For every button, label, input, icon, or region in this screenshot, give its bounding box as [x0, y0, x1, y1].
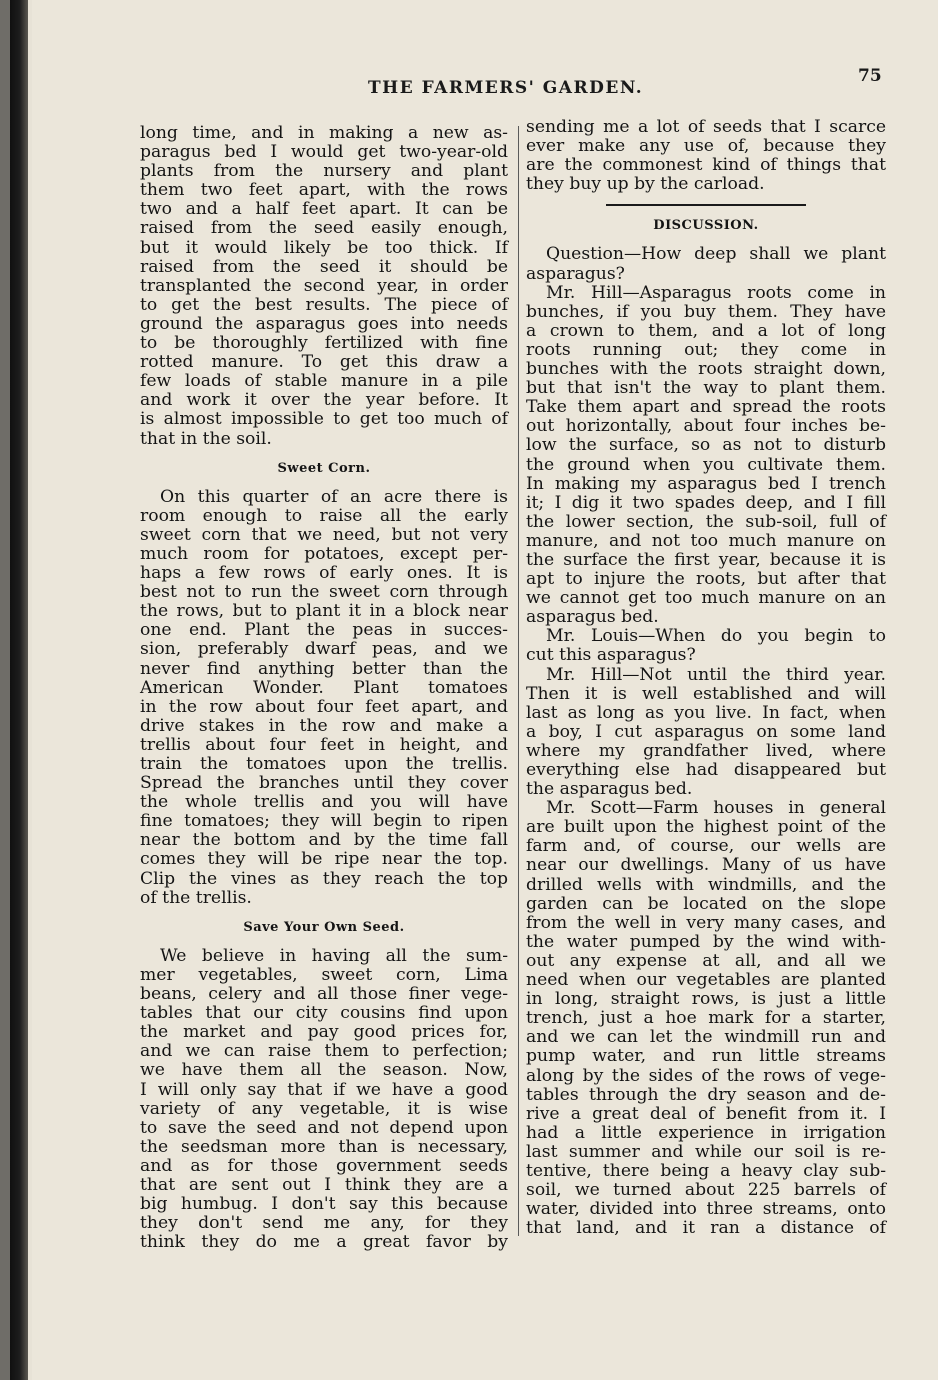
text-line: the market and pay good prices for,	[140, 1022, 508, 1043]
text-line: in the row about four feet apart, and	[140, 696, 508, 717]
running-header-title: THE FARMERS' GARDEN.	[368, 78, 644, 98]
text-line: a boy, I cut asparagus on some land	[526, 721, 886, 742]
text-line: water, divided into three streams, onto	[526, 1199, 886, 1220]
text-line: the seedsman more than is necessary,	[140, 1136, 508, 1157]
intro-paragraph	[140, 124, 508, 449]
text-line: Mr. Louis—When do you begin to	[546, 626, 886, 647]
text-line: and as for those government seeds	[140, 1155, 508, 1176]
text-line: Mr. Hill—Asparagus roots come in	[546, 282, 886, 303]
text-line: sending me a lot of seeds that I scarce	[526, 117, 886, 137]
text-line: the water pumped by the wind with-	[526, 931, 886, 952]
text-line: but that isn't the way to plant them.	[526, 378, 886, 399]
section-heading-save-seed: Save Your Own Seed.	[243, 919, 405, 935]
text-line: much room for potatoes, except per-	[140, 543, 508, 564]
text-line: garden can be located on the slope	[526, 893, 886, 914]
text-line: soil, we turned about 225 barrels of	[526, 1180, 886, 1201]
scott-comment-paragraph	[526, 799, 886, 1238]
text-line: farm and, of course, our wells are	[526, 836, 886, 857]
text-line: asparagus?	[526, 263, 625, 284]
text-line: everything else had disappeared but	[526, 760, 886, 780]
save-seed-paragraph	[140, 947, 508, 1253]
text-line: In making my asparagus bed I trench	[526, 473, 886, 494]
text-line: it; I dig it two spades deep, and I fill	[526, 492, 886, 513]
text-line: rotted manure. To get this draw a	[140, 352, 508, 373]
text-line: trellis about four feet in height, and	[140, 734, 508, 755]
text-line: that land, and it ran a distance of	[526, 1218, 886, 1239]
text-line: comes they will be ripe near the top.	[140, 849, 508, 870]
text-line: trench, just a hoe mark for a starter,	[526, 1008, 886, 1029]
text-line: tentive, there being a heavy clay sub-	[526, 1160, 886, 1181]
text-line: paragus bed I would get two-year-old	[140, 142, 508, 163]
text-line: we have them all the season. Now,	[140, 1060, 508, 1081]
text-line: that in the soil.	[140, 428, 272, 449]
question-paragraph	[526, 245, 886, 283]
text-line: but it would likely be too thick. If	[140, 237, 508, 258]
text-line: bunches with the roots straight down,	[526, 359, 886, 380]
right-column	[526, 118, 886, 1238]
text-line: out any expense at all, and all we	[526, 950, 886, 971]
text-line: long time, and in making a new as-	[140, 123, 508, 143]
text-line: American Wonder. Plant tomatoes	[140, 677, 508, 698]
text-line: one end. Plant the peas in succes-	[140, 620, 508, 641]
text-line: where my grandfather lived, where	[526, 740, 886, 761]
text-line: Mr. Hill—Not until the third year.	[546, 664, 886, 685]
text-line: room enough to raise all the early	[140, 505, 508, 526]
text-line: variety of any vegetable, it is wise	[140, 1098, 508, 1119]
text-line: cut this asparagus?	[526, 645, 696, 666]
text-line: need when our vegetables are planted	[526, 970, 886, 991]
text-line: few loads of stable manure in a pile	[140, 371, 508, 392]
text-line: bunches, if you buy them. They have	[526, 301, 886, 322]
text-line: they buy up by the carload.	[526, 174, 765, 195]
text-line: to get the best results. The piece of	[140, 294, 508, 315]
text-line: the asparagus bed.	[526, 779, 693, 800]
text-line: train the tomatoes upon the trellis.	[140, 754, 508, 774]
text-line: near our dwellings. Many of us have	[526, 855, 886, 876]
text-line: best not to run the sweet corn through	[140, 582, 508, 603]
text-line: the whole trellis and you will have	[140, 792, 508, 813]
text-line: big humbug. I don't say this because	[140, 1194, 508, 1215]
text-line: fine tomatoes; they will begin to ripen	[140, 811, 508, 832]
text-line: sweet corn that we need, but not very	[140, 524, 508, 545]
text-line: to be thoroughly fertilized with fine	[140, 333, 508, 354]
text-line: last summer and while our soil is re-	[526, 1141, 886, 1162]
text-line: Take them apart and spread the roots	[526, 397, 886, 418]
text-line: never find anything better than the	[140, 658, 508, 679]
text-line: them two feet apart, with the rows	[140, 180, 508, 201]
text-line: the lower section, the sub-soil, full of	[526, 511, 886, 532]
text-line: a crown to them, and a lot of long	[526, 320, 886, 341]
text-line: in long, straight rows, is just a little	[526, 989, 886, 1010]
text-line: they don't send me any, for they	[140, 1213, 508, 1234]
text-line: manure, and not too much manure on	[526, 530, 886, 551]
book-spine-shadow	[10, 0, 28, 1380]
text-line: that are sent out I think they are a	[140, 1174, 508, 1195]
text-line: drilled wells with windmills, and the	[526, 874, 886, 895]
text-line: ground the asparagus goes into needs	[140, 313, 508, 334]
text-line: tables that our city cousins find upon	[140, 1003, 508, 1024]
text-line: had a little experience in irrigation	[526, 1122, 886, 1143]
text-line: Spread the branches until they cover	[140, 773, 508, 794]
text-line: drive stakes in the row and make a	[140, 715, 508, 736]
text-line: apt to injure the roots, but after that	[526, 569, 886, 590]
text-line: raised from the seed it should be	[140, 256, 508, 277]
text-line: and work it over the year before. It	[140, 390, 508, 411]
text-line: low the surface, so as not to disturb	[526, 435, 886, 456]
text-line: Question—How deep shall we plant	[546, 244, 886, 265]
text-line: the rows, but to plant it in a block near	[140, 601, 508, 622]
text-line: to save the seed and not depend upon	[140, 1117, 508, 1138]
text-line: the surface the first year, because it is	[526, 549, 886, 570]
text-line: roots running out; they come in	[526, 339, 886, 360]
text-line: On this quarter of an acre there is	[160, 486, 508, 507]
hill-second-answer-paragraph	[526, 666, 886, 800]
book-page	[32, 0, 938, 1380]
page-number: 75	[858, 66, 882, 86]
text-line: is almost impossible to get too much of	[140, 409, 508, 430]
hill-answer-paragraph	[526, 284, 886, 628]
section-rule	[606, 204, 806, 206]
column-divider	[518, 126, 519, 1236]
text-line: Clip the vines as they reach the top	[140, 868, 508, 889]
louis-question-paragraph	[526, 627, 886, 665]
text-line: beans, celery and all those finer vege-	[140, 984, 508, 1005]
text-line: near the bottom and by the time fall	[140, 830, 508, 851]
text-line: last as long as you live. In fact, when	[526, 702, 886, 723]
text-line: transplanted the second year, in order	[140, 275, 508, 296]
text-line: the ground when you cultivate them.	[526, 454, 886, 475]
text-line: mer vegetables, sweet corn, Lima	[140, 964, 508, 985]
text-line: pump water, and run little streams	[526, 1046, 886, 1067]
text-line: tables through the dry season and de-	[526, 1084, 886, 1105]
text-line: and we can raise them to perfection;	[140, 1041, 508, 1062]
text-line: out horizontally, about four inches be-	[526, 416, 886, 437]
text-line: We believe in having all the sum-	[160, 945, 508, 966]
text-line: haps a few rows of early ones. It is	[140, 563, 508, 584]
text-line: along by the sides of the rows of vege-	[526, 1065, 886, 1086]
text-line: and we can let the windmill run and	[526, 1027, 886, 1048]
text-line: sion, preferably dwarf peas, and we	[140, 639, 508, 660]
text-line: think they do me a great favor by	[140, 1232, 508, 1253]
text-line: Then it is well established and will	[526, 683, 886, 704]
text-line: Mr. Scott—Farm houses in general	[546, 798, 886, 819]
text-line: two and a half feet apart. It can be	[140, 199, 508, 220]
left-column	[140, 124, 508, 1252]
continued-paragraph	[526, 118, 886, 194]
text-line: raised from the seed easily enough,	[140, 218, 508, 239]
scanned-page-background	[10, 0, 938, 1380]
section-heading-sweet-corn: Sweet Corn.	[277, 460, 371, 476]
text-line: are the commonest kind of things that	[526, 155, 886, 176]
text-line: from the well in very many cases, and	[526, 912, 886, 933]
text-line: plants from the nursery and plant	[140, 161, 508, 182]
text-line: I will only say that if we have a good	[140, 1079, 508, 1100]
sweet-corn-paragraph	[140, 488, 508, 908]
text-line: of the trellis.	[140, 887, 252, 908]
text-line: are built upon the highest point of the	[526, 817, 886, 838]
text-line: ever make any use of, because they	[526, 136, 886, 157]
text-line: rive a great deal of benefit from it. I	[526, 1103, 886, 1124]
text-line: asparagus bed.	[526, 607, 659, 628]
discussion-heading: DISCUSSION.	[653, 218, 759, 234]
text-line: we cannot get too much manure on an	[526, 588, 886, 609]
